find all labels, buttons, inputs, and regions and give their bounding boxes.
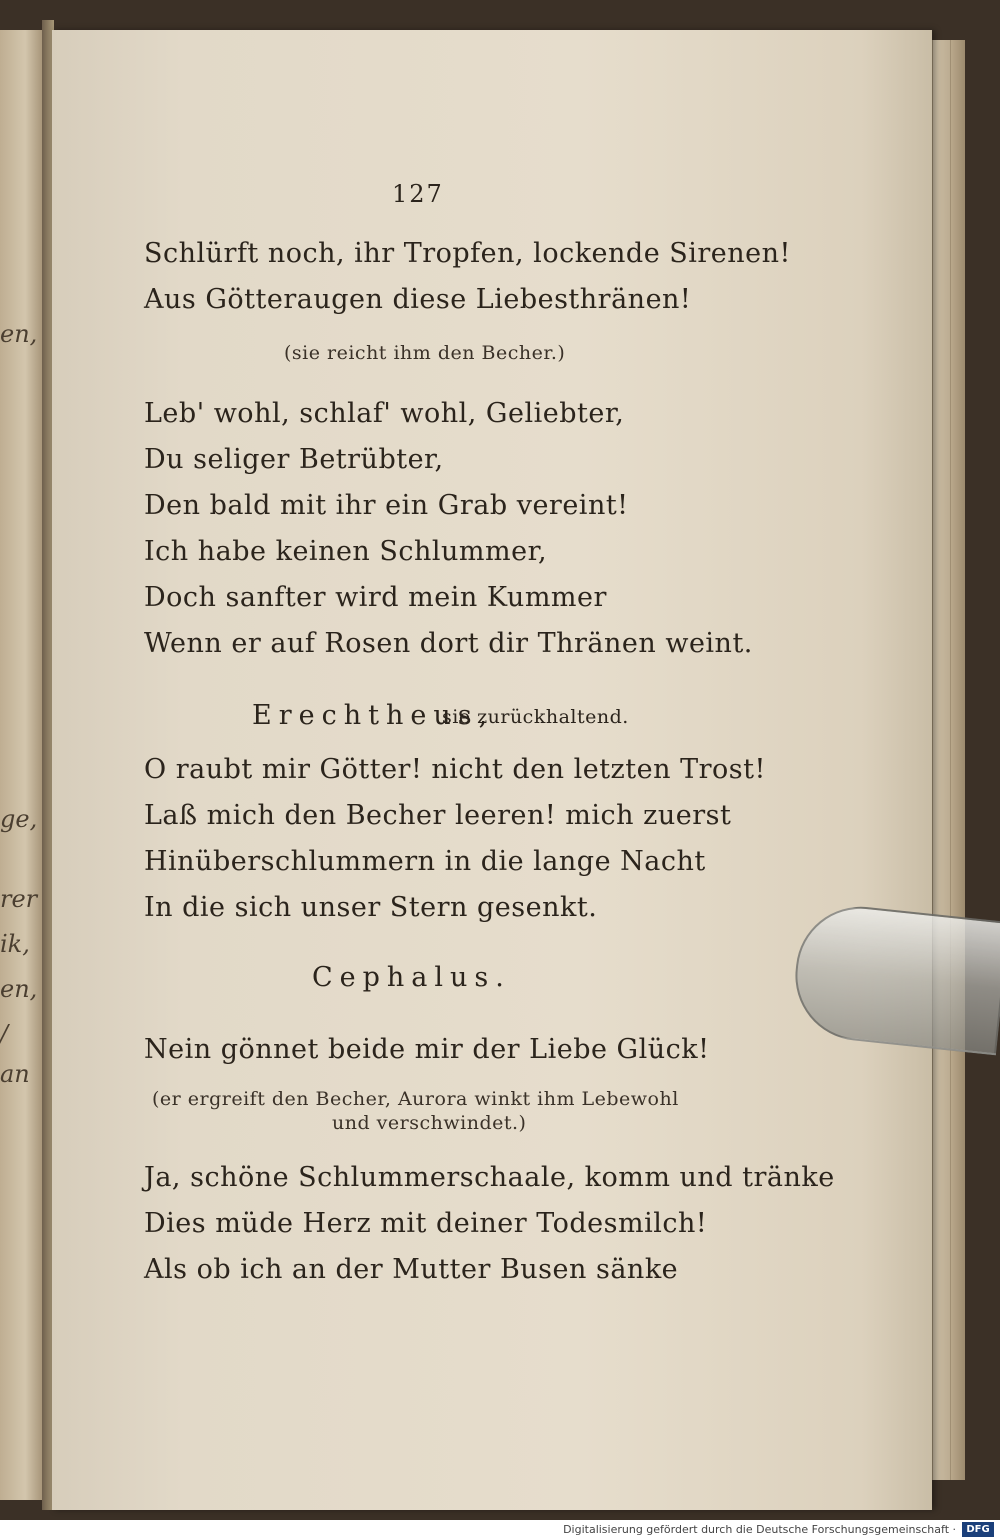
verse-line: Leb' wohl, schlaf' wohl, Geliebter, bbox=[144, 398, 625, 429]
left-page-edge bbox=[0, 30, 44, 1500]
page-number: 127 bbox=[392, 180, 444, 208]
footer-bar bbox=[0, 1520, 1000, 1540]
verse-line: O raubt mir Götter! nicht den letzten Trost! bbox=[144, 754, 766, 785]
speaker-name: Erechtheus, bbox=[252, 700, 495, 731]
verse-line: Ich habe keinen Schlummer, bbox=[144, 536, 548, 567]
verse-line: Wenn er auf Rosen dort dir Thränen weint. bbox=[144, 628, 753, 659]
footer-credit: Digitalisierung gefördert durch die Deutsche Forschungsgemeinschaft · bbox=[563, 1523, 956, 1536]
verse-line: Schlürft noch, ihr Tropfen, lockende Sirenen! bbox=[144, 238, 791, 269]
left-page-fragment: ge, bbox=[0, 805, 38, 833]
book-page bbox=[52, 30, 932, 1510]
verse-line: Dies müde Herz mit deiner Todesmilch! bbox=[144, 1208, 708, 1239]
verse-line: Hinüberschlummern in die lange Nacht bbox=[144, 846, 706, 877]
verse-line: Ja, schöne Schlummerschaale, komm und tränke bbox=[144, 1162, 835, 1193]
verse-line: Den bald mit ihr ein Grab vereint! bbox=[144, 490, 629, 521]
page-stack-edge bbox=[950, 40, 965, 1480]
left-page-fragment: en, bbox=[0, 975, 38, 1003]
stage-direction: (sie reicht ihm den Becher.) bbox=[284, 342, 566, 364]
speaker-direction: sie zurückhaltend. bbox=[442, 706, 629, 728]
left-page-fragment: an bbox=[0, 1060, 30, 1088]
verse-line: Doch sanfter wird mein Kummer bbox=[144, 582, 607, 613]
verse-line: Du seliger Betrübter, bbox=[144, 444, 444, 475]
stage-direction: (er ergreift den Becher, Aurora winkt ihm Lebewohl bbox=[152, 1088, 679, 1110]
stage-direction: und verschwindet.) bbox=[332, 1112, 527, 1134]
verse-line: In die sich unser Stern gesenkt. bbox=[144, 892, 598, 923]
verse-line: Aus Götteraugen diese Liebesthränen! bbox=[144, 284, 692, 315]
verse-line: Als ob ich an der Mutter Busen sänke bbox=[144, 1254, 679, 1285]
left-page-fragment: ik, bbox=[0, 930, 30, 958]
dfg-logo-icon: DFG bbox=[962, 1522, 994, 1537]
left-page-fragment: rer bbox=[0, 885, 38, 913]
left-page-fragment: en, bbox=[0, 320, 38, 348]
verse-line: Laß mich den Becher leeren! mich zuerst bbox=[144, 800, 732, 831]
verse-line: Nein gönnet beide mir der Liebe Glück! bbox=[144, 1034, 710, 1065]
left-page-fragment: / bbox=[0, 1020, 9, 1048]
speaker-name: Cephalus. bbox=[312, 962, 511, 993]
